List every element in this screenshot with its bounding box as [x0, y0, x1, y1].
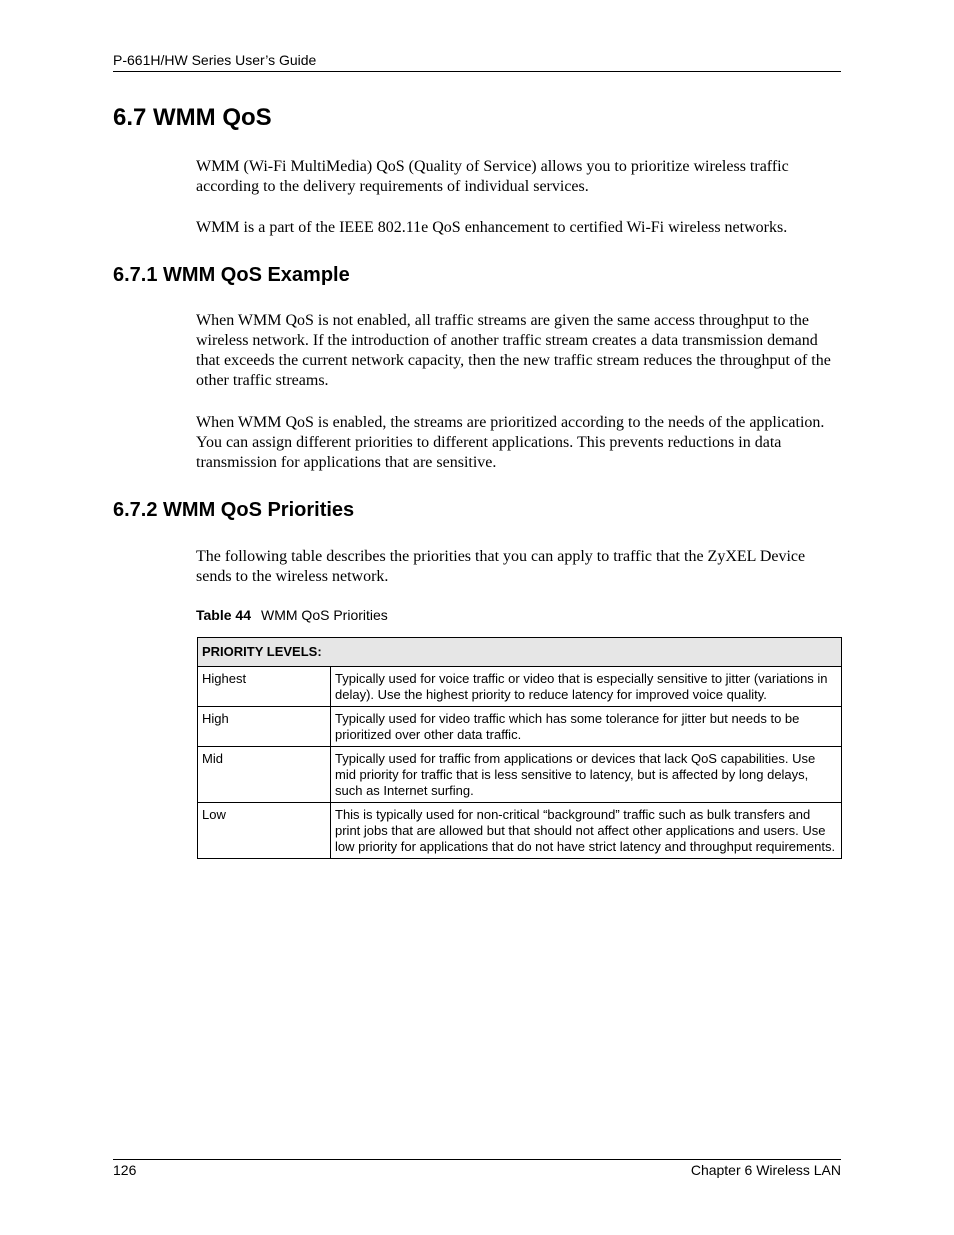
intro-paragraph-1: WMM (Wi-Fi MultiMedia) QoS (Quality of Service) allows you to prioritize wireless traffic according to the delivery requirements of individual services. — [196, 158, 789, 195]
priority-level-cell: Low — [198, 803, 331, 859]
priority-level-cell: Highest — [198, 667, 331, 707]
header-rule — [113, 71, 841, 72]
subsection-title-priorities: 6.7.2 WMM QoS Priorities — [113, 499, 355, 521]
table-row — [198, 667, 842, 707]
priority-description-cell: Typically used for video traffic which has some tolerance for jitter but needs to be prioritized over other data traffic. — [331, 707, 842, 747]
chapter-label: Chapter 6 Wireless LAN — [690, 1162, 841, 1178]
priority-description-cell: Typically used for voice traffic or video that is especially sensitive to jitter (variations in delay). Use the highest priority to reduce latency for improved voice quality. — [331, 667, 842, 707]
table-caption-title: WMM QoS Priorities — [261, 607, 388, 623]
table-caption — [196, 607, 388, 623]
section-title: 6.7 WMM QoS — [113, 104, 272, 131]
page-number: 126 — [113, 1162, 137, 1178]
priority-level-cell: Mid — [198, 747, 331, 803]
priority-level-cell: High — [198, 707, 331, 747]
subsection-title-example: 6.7.1 WMM QoS Example — [113, 264, 350, 286]
table-row — [198, 707, 842, 747]
intro-paragraph-2: WMM is a part of the IEEE 802.11e QoS enhancement to certified Wi-Fi wireless networks. — [196, 219, 788, 236]
priority-description-cell: This is typically used for non-critical “background” traffic such as bulk transfers and print jobs that are allowed but that should not affect other applications and users. Use low priority for applications that do not have strict latency and throughput requirements. — [331, 803, 842, 859]
example-paragraph-2: When WMM QoS is enabled, the streams are prioritized according to the needs of the application. You can assign different priorities to different applications. This prevents reductions in data transmission for applications that are sensitive. — [196, 414, 825, 471]
table-row — [198, 747, 842, 803]
priority-description-cell: Typically used for traffic from applications or devices that lack QoS capabilities. Use mid priority for traffic that is less sensitive to latency, but is affected by long delays, such as Internet surfing. — [331, 747, 842, 803]
priorities-paragraph: The following table describes the priorities that you can apply to traffic that the ZyXEL Device sends to the wireless network. — [196, 548, 806, 585]
table-header-row — [198, 638, 842, 667]
table-caption-label: Table 44 — [196, 607, 251, 623]
priority-table — [197, 637, 842, 859]
footer-rule — [113, 1159, 841, 1160]
running-header: P-661H/HW Series User’s Guide — [113, 52, 317, 68]
table-row — [198, 803, 842, 859]
table-header-cell: PRIORITY LEVELS: — [198, 638, 842, 667]
example-paragraph-1: When WMM QoS is not enabled, all traffic streams are given the same access throughput to the wireless network. If the introduction of another traffic stream creates a data transmission demand that exceeds the current network capacity, then the new traffic stream reduces the throughput of the other traffic streams. — [196, 312, 831, 389]
